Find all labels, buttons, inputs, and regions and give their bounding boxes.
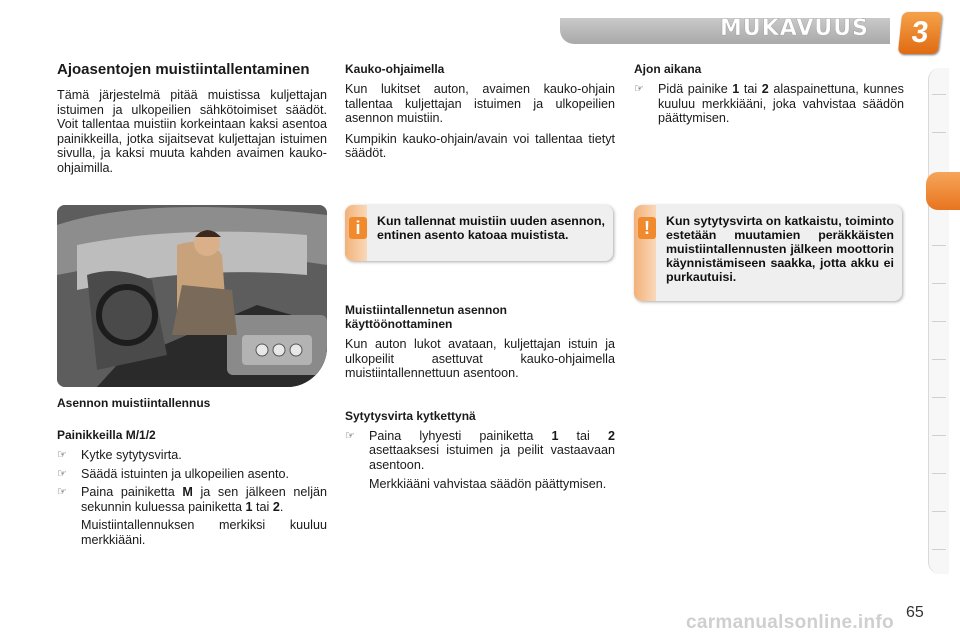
right-column [634, 62, 904, 130]
warning-note-box [634, 205, 902, 301]
list-item-text: Säädä istuinten ja ulkopeilien asento. [81, 466, 289, 481]
paragraph: Kun auton lukot avataan, kuljettajan istuin ja ulkopeilit asettuvat kauko-ohjaimella muistiintallennettuun asentoon. [345, 337, 615, 381]
tab-divider [932, 359, 946, 360]
subheading-position-memory: Asennon muistiintallennus [57, 396, 211, 410]
page-number: 65 [906, 604, 924, 621]
list-item-text: Kytke sytytysvirta. [81, 448, 182, 462]
chapter-number-badge: 3 [898, 12, 942, 54]
tab-divider [932, 473, 946, 474]
list-item [634, 82, 904, 126]
seat-photo [57, 205, 327, 387]
subheading-recall: Muistiintallennetun asennon käyttöönottaminen [345, 303, 508, 331]
paragraph: Kumpikin kauko-ohjain/avain voi tallentaa tietyt säädöt. [345, 131, 615, 161]
intro-paragraph: Tämä järjestelmä pitää muistissa kuljettajan istuimen ja ulkopeilien sähkötoimiset säädöt. Voit tallentaa muistiin korkeintaan kaksi asentoa painikkeilla, jotka sijaitsevat kuljettajan istuimen sivulla, ja kaksi muuta kahden avaimen kauko-ohjaimilla. [57, 88, 327, 175]
chapter-title: MUKAVUUS [720, 16, 869, 41]
warning-icon: ! [638, 217, 656, 239]
tab-divider [932, 94, 946, 95]
list-item-text: Paina lyhyesti painiketta 1 tai 2 asettaaksesi istuimen ja peilit vastaavaan asentoon. [369, 428, 615, 472]
list-item [57, 448, 327, 463]
pointing-hand-icon: ☞ [634, 83, 644, 95]
tab-divider [932, 245, 946, 246]
list-item-text: Paina painiketta M ja sen jälkeen neljän sekunnin kuluessa painiketta 1 tai 2. [81, 485, 327, 514]
active-chapter-tab [926, 172, 960, 210]
list-item-text: Pidä painike 1 tai 2 alaspainettuna, kunnes kuuluu merkkiääni, joka vahvistaa säädön päättymisen. [658, 82, 904, 126]
tab-divider [932, 283, 946, 284]
subheading-while-driving: Ajon aikana [634, 62, 702, 76]
list-item-note: Muistiintallennuksen merkiksi kuuluu merkkiääni. [81, 518, 327, 547]
left-column [57, 62, 327, 182]
note-text: Kun sytytysvirta on katkaistu, toiminto estetään muutamien peräkkäisten muistiintallennusten jälkeen moottorin käynnistämiseen saakka, jotta akku ei purkautuisi. [666, 214, 894, 284]
tab-divider [932, 549, 946, 550]
tab-divider [932, 321, 946, 322]
info-icon: i [349, 217, 367, 239]
paragraph: Kun lukitset auton, avaimen kauko-ohjain tallentaa kuljettajan istuimen ja ulkopeilien asennon muistiin. [345, 82, 615, 126]
list-item [345, 429, 615, 473]
section-heading: Ajoasentojen muistiintallentaminen [57, 61, 310, 78]
note-text: Kun tallennat muistiin uuden asennon, entinen asento katoaa muistista. [377, 214, 605, 242]
tab-divider [932, 397, 946, 398]
list-item [57, 485, 327, 514]
tab-divider [932, 435, 946, 436]
tab-divider [932, 511, 946, 512]
list-item [57, 467, 327, 482]
pointing-hand-icon: ☞ [57, 449, 67, 461]
subheading-buttons: Painikkeilla M/1/2 [57, 428, 156, 442]
middle-column-lower [345, 303, 615, 497]
list-item-note: Merkkiääni vahvistaa säädön päättymisen. [369, 476, 607, 491]
tab-divider [932, 132, 946, 133]
info-note-box [345, 205, 613, 261]
subheading-ignition-on: Sytytysvirta kytkettynä [345, 408, 476, 423]
middle-column [345, 62, 615, 167]
seat-photo-illustration [57, 205, 327, 387]
pointing-hand-icon: ☞ [57, 486, 67, 499]
subheading-remote: Kauko-ohjaimella [345, 62, 445, 76]
watermark: carmanualsonline.info [686, 612, 894, 633]
left-column-lower [57, 396, 327, 554]
pointing-hand-icon: ☞ [345, 429, 355, 442]
pointing-hand-icon: ☞ [57, 467, 67, 480]
